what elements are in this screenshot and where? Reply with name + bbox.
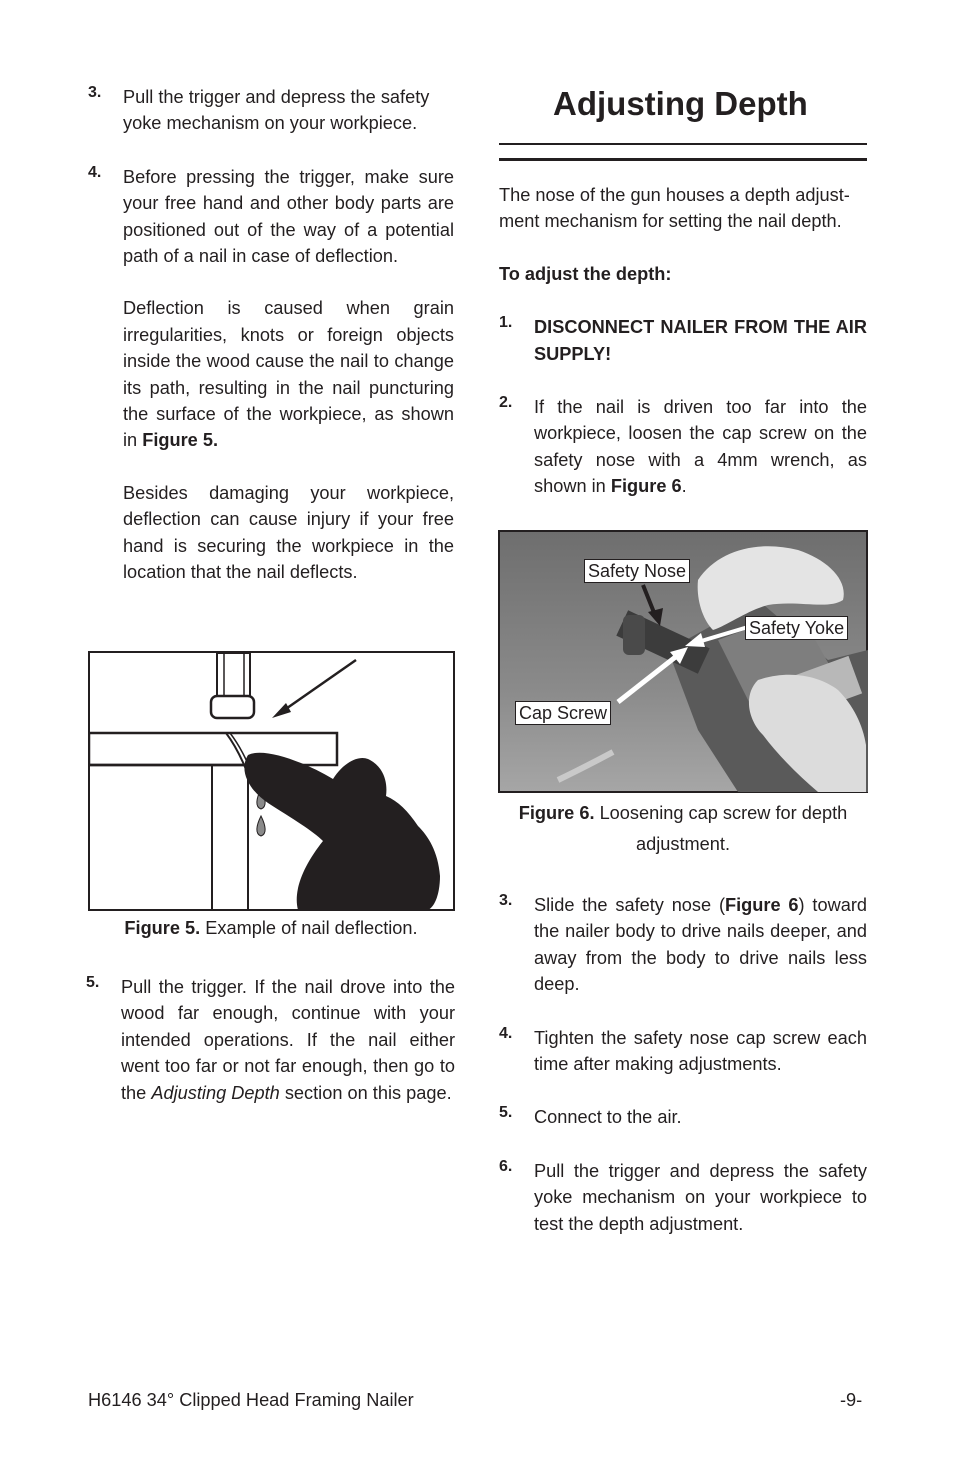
step-5-text-b: section on this page. bbox=[284, 1082, 452, 1103]
step-text: DISCONNECT NAILER FROM THE AIR SUPPLY! bbox=[534, 317, 867, 364]
figure-6-reference: Figure 6 bbox=[610, 476, 682, 497]
figure-5-caption bbox=[88, 915, 454, 941]
figure-5-caption-text: Example of nail deflection. bbox=[205, 918, 418, 938]
step-text: Before pressing the trigger, make sure your free hand and other body parts are positioned out of the way of a potential path of a nail in case of deflection. bbox=[123, 166, 454, 267]
right-column-bottom bbox=[499, 892, 867, 1237]
section-heading: Adjusting Depth bbox=[553, 85, 808, 122]
figure-6-caption-label: Figure 6. bbox=[518, 803, 595, 823]
step-text bbox=[121, 974, 455, 1106]
adjusting-depth-reference: Adjusting Depth bbox=[151, 1082, 280, 1103]
step-2-text-a: If the nail is driven too far into the workpiece, loosen the cap screw on the safety nose with a 4mm wrench, as shown in bbox=[534, 397, 867, 497]
safety-yoke-callout: Safety Yoke bbox=[745, 616, 848, 640]
step-text: Pull the trigger and depress the safety yoke mechanism on your workpiece to test the depth adjustment. bbox=[534, 1160, 867, 1234]
heading-rule-thick bbox=[499, 158, 867, 161]
step-number: 3. bbox=[499, 892, 513, 909]
figure-6-caption-line1: Loosening cap screw for depth bbox=[599, 803, 848, 823]
heading-rule-thin bbox=[499, 143, 867, 145]
intro-text: The nose of the gun houses a depth adjust-ment mechanism for setting the nail depth. bbox=[499, 185, 850, 232]
step-2-right bbox=[499, 394, 867, 500]
step-number: 5. bbox=[86, 974, 100, 991]
step-3-left bbox=[88, 84, 454, 137]
step-3-text-b: ) toward the nailer body to drive nails deeper, and away from the body to drive nails less deep. bbox=[534, 895, 867, 995]
step-3-text-a: Slide the safety nose ( bbox=[534, 895, 726, 915]
step-2-text-b: . bbox=[681, 476, 687, 497]
figure-6-reference: Figure 6 bbox=[725, 895, 799, 915]
figure-5-caption-label: Figure 5. bbox=[124, 918, 201, 938]
step-number: 5. bbox=[499, 1104, 513, 1122]
step-5-right bbox=[499, 1104, 867, 1130]
step-number: 3. bbox=[88, 84, 102, 101]
step-3-right bbox=[499, 892, 867, 998]
step-text bbox=[534, 892, 867, 998]
safety-nose-callout: Safety Nose bbox=[584, 559, 690, 583]
step-5-text-a: Pull the trigger. If the nail drove into the wood far enough, continue with your intended operations. If the nail either went too far or not far enough, then go to the bbox=[121, 977, 455, 1103]
step-number: 6. bbox=[499, 1157, 513, 1175]
deflection-paragraph bbox=[123, 295, 454, 453]
page-number: -9- bbox=[840, 1390, 863, 1410]
step-number: 1. bbox=[499, 314, 513, 332]
step-text: Tighten the safety nose cap screw each time after making adjustments. bbox=[534, 1027, 867, 1075]
step-number: 4. bbox=[88, 163, 102, 181]
step-4-right bbox=[499, 1025, 867, 1078]
step-number: 4. bbox=[499, 1024, 513, 1042]
right-column-top bbox=[499, 182, 867, 500]
step-text: Pull the trigger and depress the safety yoke mechanism on your workpiece. bbox=[123, 87, 430, 134]
step-text bbox=[534, 394, 867, 500]
damage-text: Besides damaging your workpiece, deflection can cause injury if your free hand is securing the workpiece in the location that the nail deflects. bbox=[123, 482, 454, 583]
footer-title: H6146 34° Clipped Head Framing Nailer bbox=[88, 1390, 414, 1410]
deflection-text: Deflection is caused when grain irregularities, knots or foreign objects inside the wood cause the nail to change its path, resulting in the nail puncturing the surface of the workpiece, as shown in bbox=[123, 298, 454, 451]
step-5-left bbox=[86, 974, 455, 1106]
step-6-right bbox=[499, 1158, 867, 1237]
step-1-right bbox=[499, 314, 867, 367]
step-text: Connect to the air. bbox=[534, 1107, 682, 1128]
step-number: 2. bbox=[499, 394, 513, 412]
subheading: To adjust the depth: bbox=[499, 263, 672, 284]
figure-6-caption-line2: adjustment. bbox=[635, 834, 731, 854]
damage-paragraph bbox=[123, 480, 454, 586]
step-4-left bbox=[88, 164, 454, 270]
left-column bbox=[88, 84, 454, 586]
figure-6-caption bbox=[498, 800, 868, 857]
cap-screw-callout: Cap Screw bbox=[515, 701, 611, 725]
figure-5-illustration bbox=[88, 651, 455, 911]
figure-5-reference: Figure 5. bbox=[142, 430, 219, 451]
